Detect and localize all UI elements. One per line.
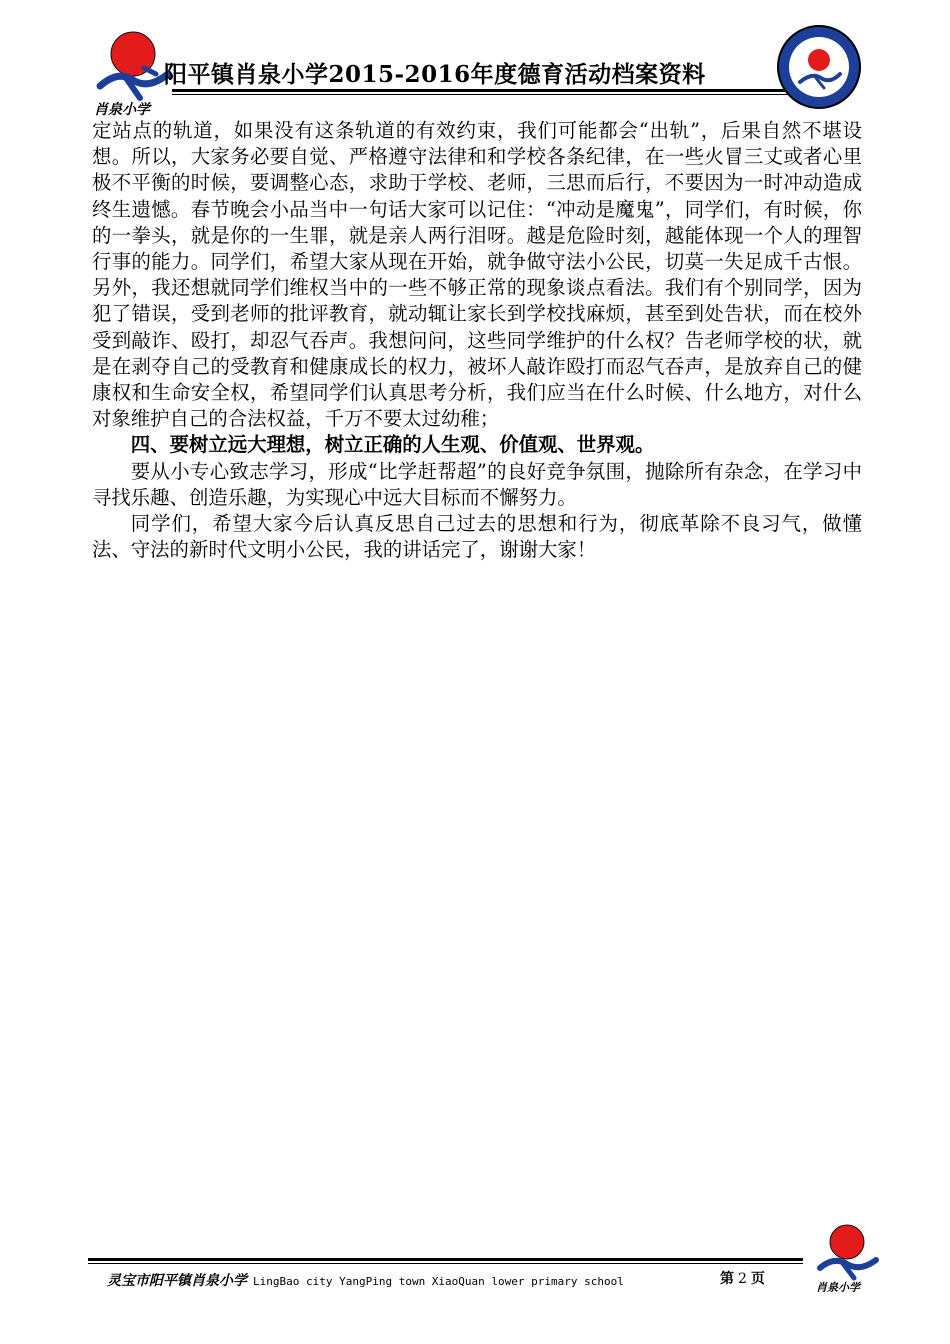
footer-divider bbox=[88, 1258, 803, 1261]
footer-divider-thin bbox=[88, 1263, 803, 1264]
section-heading: 四、要树立远大理想，树立正确的人生观、价值观、世界观。 bbox=[130, 433, 655, 457]
page-number bbox=[720, 1268, 765, 1288]
page-prefix: 第 bbox=[720, 1271, 734, 1287]
footer-school-cn: 灵宝市阳平镇肖泉小学 bbox=[107, 1273, 247, 1289]
logo-caption: 肖泉小学 bbox=[94, 102, 150, 118]
page-suffix: 页 bbox=[750, 1271, 765, 1287]
footer-school-en: LingBao city YangPing town XiaoQuan lower primary school bbox=[253, 1275, 624, 1288]
body-paragraph: 定站点的轨道，如果没有这条轨道的有效约束，我们可能都会“出轨”，后果自然不堪设想。所以，大家务必要自觉、严格遵守法律和和学校各条纪律，在一些火冒三丈或者心里极不平衡的时候，要调整心态，求助于学校、老师，三思而后行，不要因为一时冲动造成终生遗憾。春节晚会小品当中一句话大家可以记住：“冲动是魔鬼”，同学们，有时候，你的一拳头，就是你的一生罪，就是亲人两行泪呀。越是危险时刻，越能体现一个人的理智行事的能力。同学们，希望大家从现在开始，就争做守法小公民，切莫一失足成千古恨。另外，我还想就同学们维权当中的一些不够正常的现象谈点看法。我们有个别同学，因为犯了错误，受到老师的批评教育，就动辄让家长到学校找麻烦，甚至到处告状，而在校外受到敲诈、殴打，却忍气吞声。我想问问，这些同学维护的什么权？告老师学校的状，就是在剥夺自己的受教育和健康成长的权力，被坏人敲诈殴打而忍气吞声，是放弃自己的健康权和生命安全权，希望同学们认真思考分析，我们应当在什么时候、什么地方，对什么对象维护自己的合法权益，千万不要太过幼稚； bbox=[92, 119, 862, 431]
footer-school bbox=[107, 1270, 624, 1290]
school-seal-icon bbox=[776, 24, 862, 110]
footer-logo-caption: 肖泉小学 bbox=[816, 1281, 860, 1294]
header-divider-thin bbox=[172, 94, 812, 95]
closing-paragraph: 同学们，希望大家今后认真反思自己过去的思想和行为，彻底革除不良习气，做懂法、守法的新时代文明小公民，我的讲话完了，谢谢大家！ bbox=[92, 512, 862, 562]
footer-logo-icon bbox=[812, 1222, 882, 1294]
body-paragraph: 要从小专心致志学习，形成“比学赶帮超”的良好竞争氛围，抛除所有杂念，在学习中寻找乐趣、创造乐趣，为实现心中远大目标而不懈努力。 bbox=[92, 459, 862, 509]
document-body bbox=[92, 118, 862, 563]
page-number-value: 2 bbox=[738, 1271, 747, 1287]
header-divider bbox=[172, 89, 812, 92]
page-title: 阳平镇肖泉小学2015-2016年度德育活动档案资料 bbox=[164, 61, 706, 88]
